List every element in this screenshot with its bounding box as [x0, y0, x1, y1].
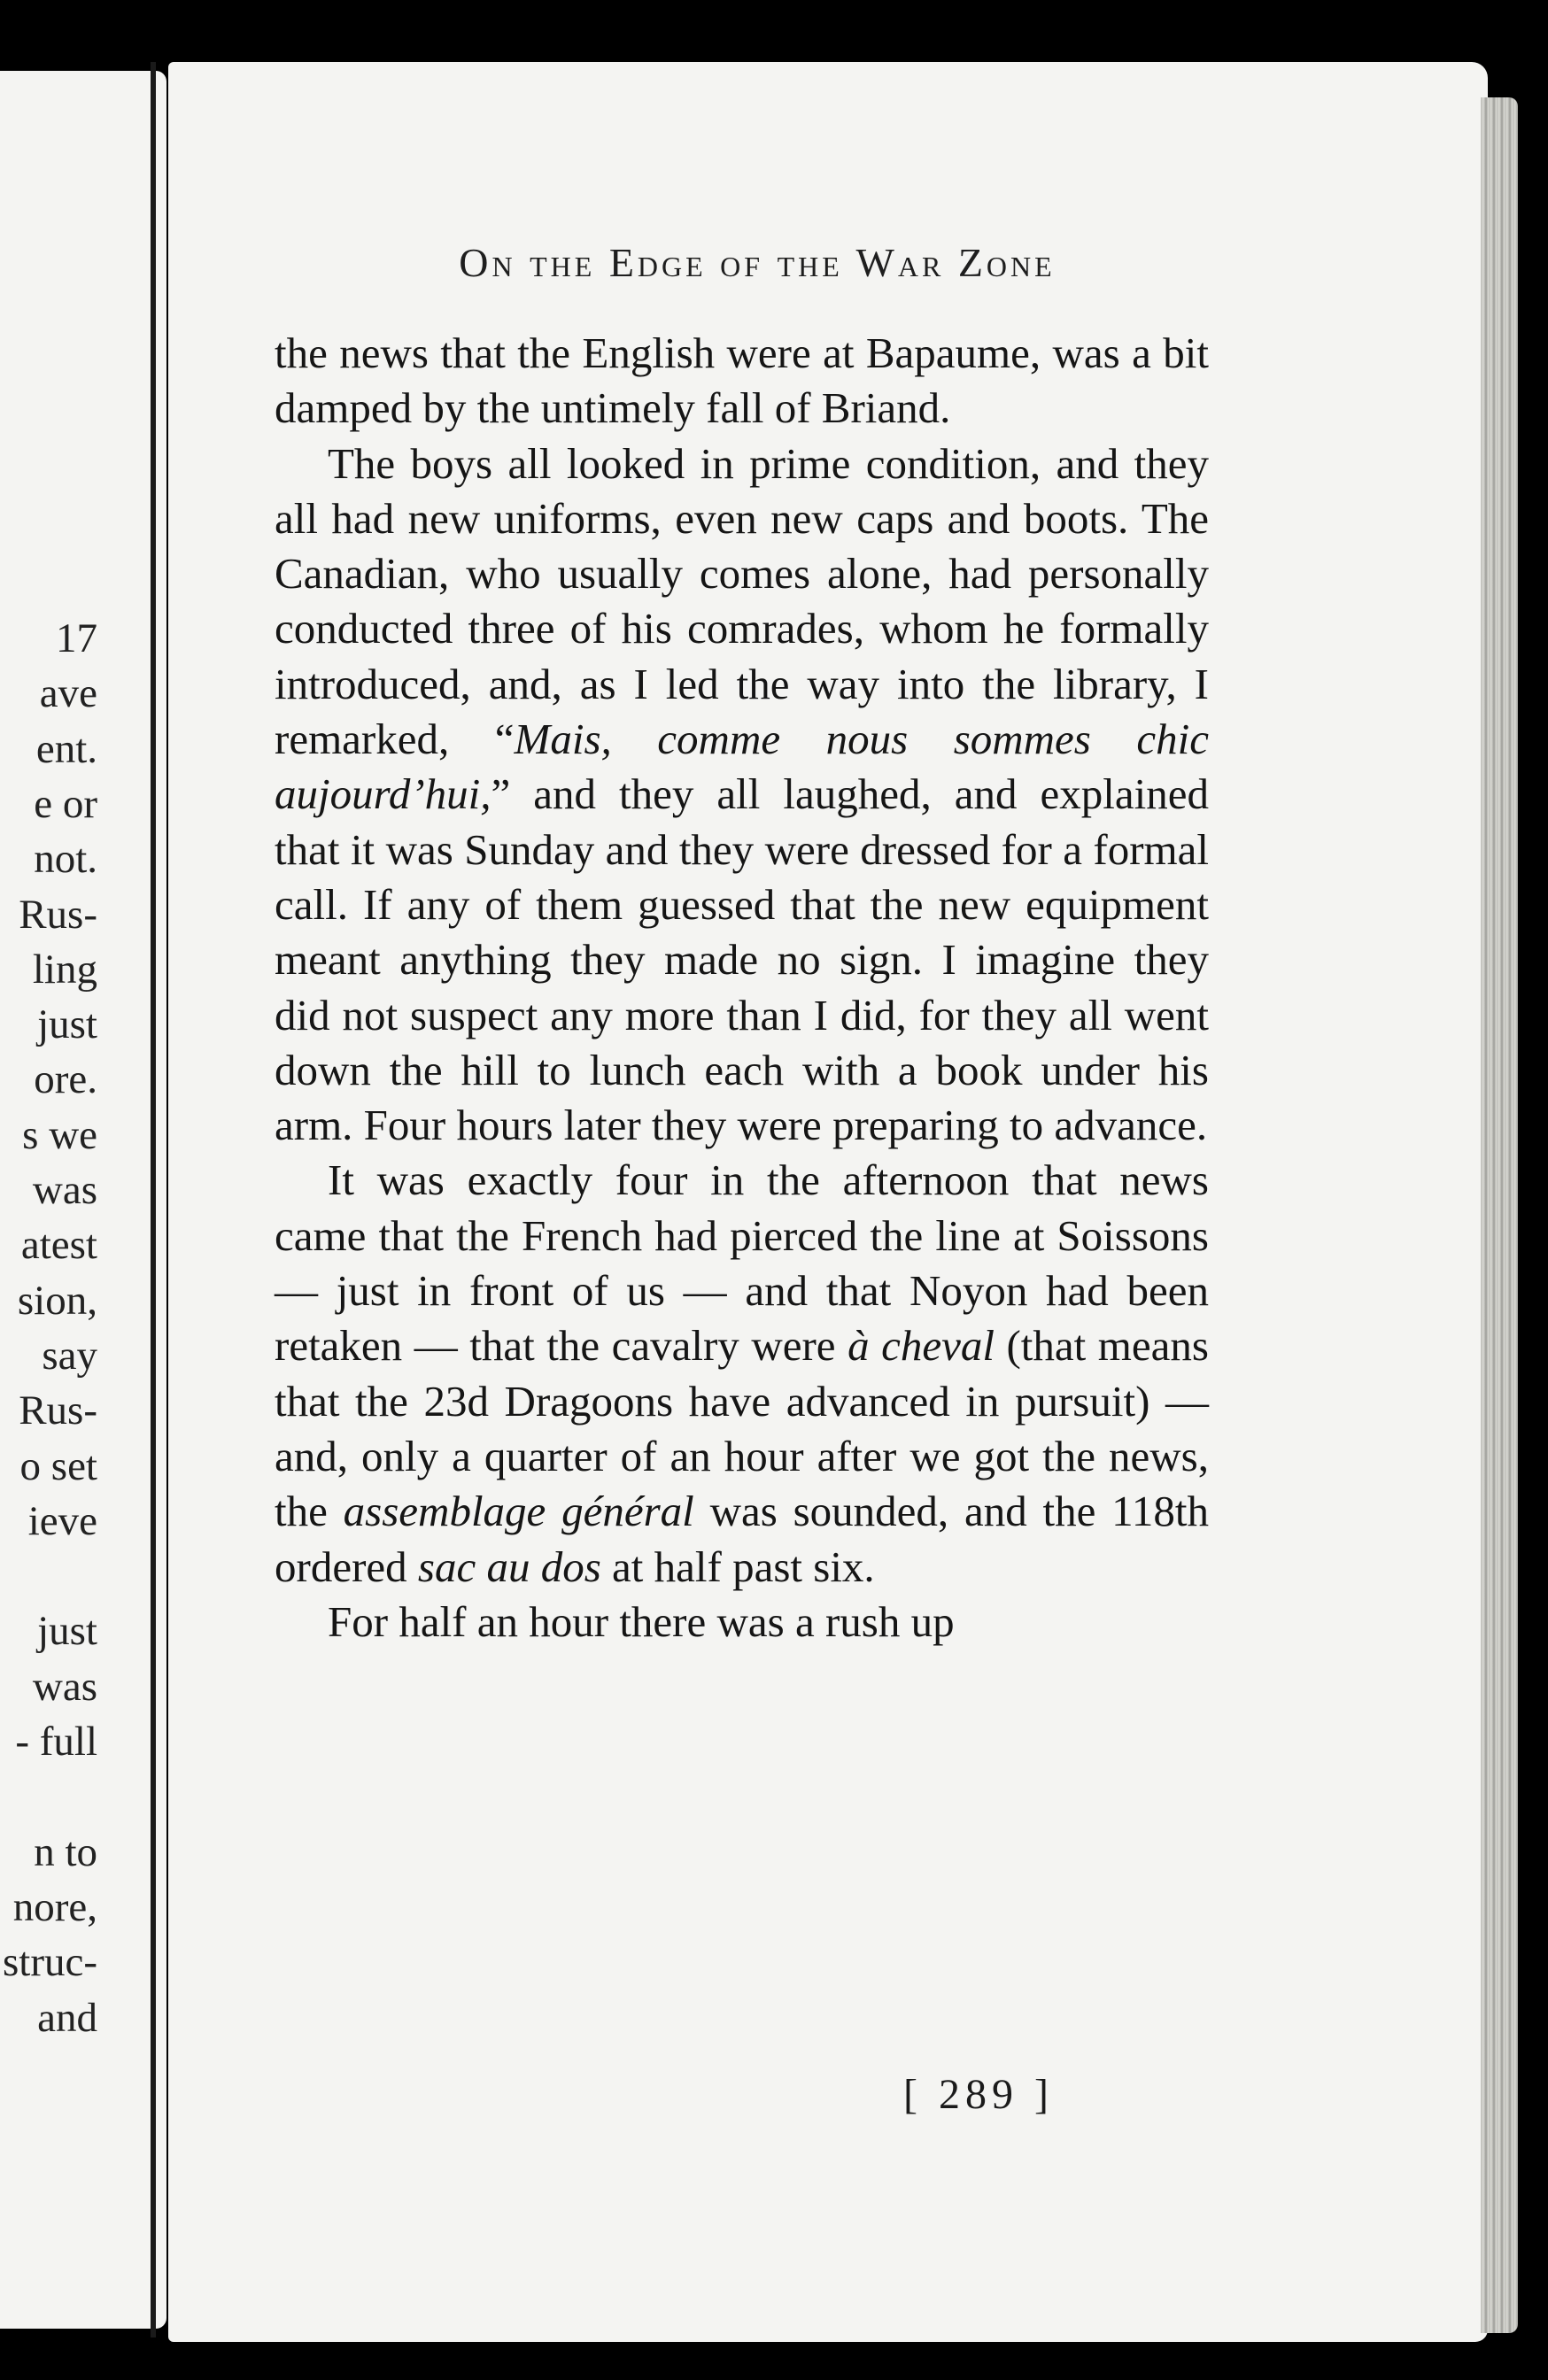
left-page-fragment: ieve: [27, 1497, 97, 1544]
text-run: ” and they all laughed, and explained that it was Sunday and they were dressed for a formal call. If any of them guessed that the new equipment meant anything they made no sign. I imagine they did not suspect any more than I did, for they all went down the hill to lunch each with a book under his arm. Four hours later they were preparing to advance.: [275, 769, 1209, 1150]
left-page-fragment: just: [37, 1001, 97, 1048]
left-page-fragment: not.: [34, 836, 97, 883]
left-page-fragment: Rus-: [19, 1387, 97, 1434]
text-run: (that means that the 23d Dragoons have advanced in pursuit) — and, only a quarter of an hour after we got the news, the: [275, 1321, 1209, 1536]
page-edges: [1481, 97, 1518, 2333]
running-head: On the Edge of the War Zone: [459, 240, 1056, 285]
italic-phrase: à cheval: [848, 1321, 995, 1371]
left-page-fragment: s we: [22, 1111, 97, 1158]
left-page-fragment: ling: [32, 946, 97, 993]
left-page-fragment: atest: [20, 1222, 97, 1269]
left-page-fragment: Rus-: [19, 891, 97, 938]
left-page-fragment: was: [32, 1167, 97, 1213]
left-page-fragment: e or: [34, 780, 97, 827]
left-page-fragment: nore,: [12, 1883, 97, 1930]
italic-phrase: assemblage général: [343, 1487, 694, 1536]
left-page-fragment: say: [42, 1332, 97, 1379]
text-run: at half past six.: [600, 1542, 875, 1591]
left-page-fragment: ore.: [34, 1056, 97, 1103]
left-page-fragment: ent.: [35, 725, 97, 772]
paragraph: [275, 1153, 1209, 1594]
left-page-fragment: sion,: [17, 1277, 97, 1324]
text-run: It was exactly four in the afternoon that news came that the French had pierced the line at Soissons — just in front of us — and that Noyon had been retaken — that the cavalry were: [275, 1155, 1209, 1371]
page-number: [ 289 ]: [903, 2071, 1054, 2118]
text-run: the news that the English were at Bapaume, was a bit damped by the untimely fall of Briand.: [275, 328, 1209, 433]
left-page-fragment: 17: [56, 615, 97, 661]
left-page-fragment: n to: [34, 1828, 97, 1875]
left-page-fragment: struc-: [2, 1939, 97, 1986]
paragraph: [275, 1595, 1209, 1650]
left-page-fragment: - full: [15, 1719, 97, 1765]
left-page-fragment: was: [32, 1663, 97, 1710]
left-page-fragment: and: [37, 1994, 97, 2041]
italic-phrase: Mais, comme nous sommes chic aujourd’hui,: [275, 715, 1210, 819]
book-gutter: [151, 62, 156, 2338]
left-page-fragment: o set: [19, 1442, 97, 1489]
body-text: [275, 326, 1209, 1650]
paragraph: [275, 437, 1209, 1154]
italic-phrase: sac au dos: [417, 1542, 601, 1591]
left-page-fragment: just: [37, 1608, 97, 1655]
text-run: For half an hour there was a rush up: [328, 1596, 955, 1646]
text-run: The boys all looked in prime condition, and they all had new uniforms, even new caps and boots. The Canadian, who usually comes alone, had personally conducted three of his comrades, whom he formally introduced, and, as I led the way into the library, I remarked, “: [275, 438, 1209, 764]
paragraph: [275, 326, 1209, 437]
left-page-fragment: ave: [39, 670, 97, 717]
text-run: was sounded, and the 118th ordered: [275, 1487, 1209, 1591]
left-page: [0, 71, 166, 2329]
